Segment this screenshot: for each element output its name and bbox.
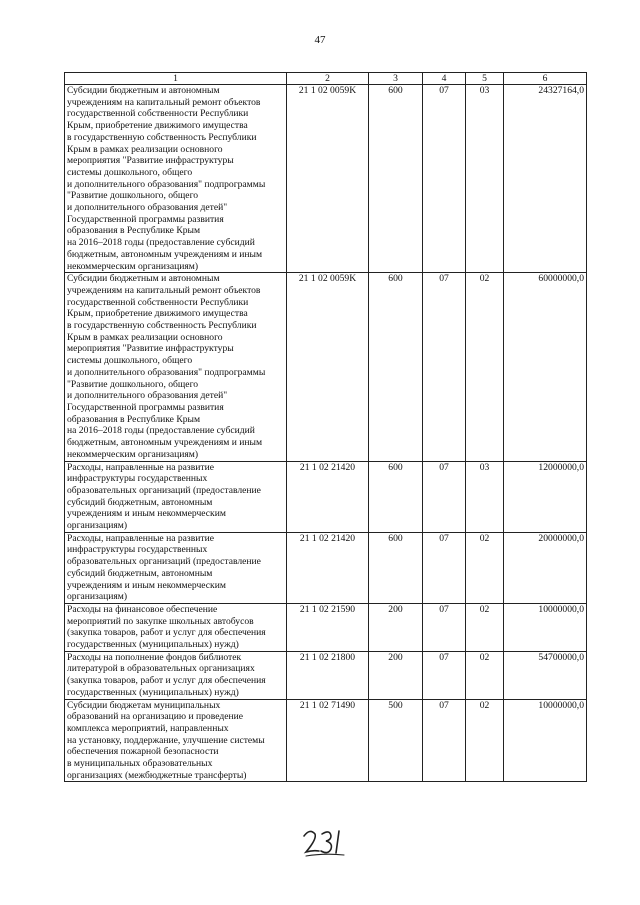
- row-col-3: 500: [369, 699, 423, 782]
- row-col-5: 03: [466, 461, 504, 532]
- header-col-5: 5: [466, 73, 504, 85]
- row-code: 21 1 02 0059K: [287, 273, 369, 461]
- row-description: Субсидии бюджетным и автономным учреждениям на капитальный ремонт объектов государственной собственности Республики Крым, приобретение движимого имущества в государственную собственность Республики Крым в рамках реализации основного мероприятия "Развитие инфраструктуры системы дошкольного, общего и дополнительного образования" подпрограммы "Развитие дошкольного, общего и дополнительного образования детей" Государственной программы развития образования в Республике Крым на 2016–2018 годы (предоставление субсидий бюджетным, автономным учреждениям и иным некоммерческим организациям): [65, 273, 287, 461]
- row-description: Расходы, направленные на развитие инфраструктуры государственных образовательных организаций (предоставление субсидий бюджетным, автономным учреждениям и иным некоммерческим организациям): [65, 532, 287, 603]
- row-col-3: 600: [369, 273, 423, 461]
- row-col-4: 07: [423, 699, 466, 782]
- row-description: Субсидии бюджетам муниципальных образований на организацию и проведение комплекса мероприятий, направленных на установку, поддержание, улучшение системы обеспечения пожарной безопасности в муниципальных образовательных организациях (межбюджетные трансферты): [65, 699, 287, 782]
- table-row: [65, 273, 587, 461]
- header-col-6: 6: [504, 73, 587, 85]
- header-col-2: 2: [287, 73, 369, 85]
- table-row: [65, 699, 587, 782]
- row-code: 21 1 02 21420: [287, 461, 369, 532]
- row-code: 21 1 02 0059K: [287, 85, 369, 273]
- row-col-3: 200: [369, 603, 423, 651]
- row-col-4: 07: [423, 603, 466, 651]
- table-row: [65, 85, 587, 273]
- row-col-3: 600: [369, 85, 423, 273]
- row-amount: 54700000,0: [504, 651, 587, 699]
- header-row: [65, 73, 587, 85]
- row-col-4: 07: [423, 461, 466, 532]
- table-row: [65, 461, 587, 532]
- budget-table: [64, 72, 587, 782]
- row-code: 21 1 02 21800: [287, 651, 369, 699]
- row-amount: 20000000,0: [504, 532, 587, 603]
- table-row: [65, 651, 587, 699]
- row-col-3: 600: [369, 532, 423, 603]
- row-col-3: 200: [369, 651, 423, 699]
- row-col-5: 02: [466, 603, 504, 651]
- row-description: Расходы на финансовое обеспечение мероприятий по закупке школьных автобусов (закупка товаров, работ и услуг для обеспечения государственных (муниципальных) нужд): [65, 603, 287, 651]
- row-col-4: 07: [423, 651, 466, 699]
- header-col-3: 3: [369, 73, 423, 85]
- table-row: [65, 532, 587, 603]
- row-col-4: 07: [423, 273, 466, 461]
- handwritten-page-number: [300, 826, 348, 858]
- row-description: Расходы, направленные на развитие инфраструктуры государственных образовательных организаций (предоставление субсидий бюджетным, автономным учреждениям и иным некоммерческим организациям): [65, 461, 287, 532]
- row-col-3: 600: [369, 461, 423, 532]
- row-amount: 24327164,0: [504, 85, 587, 273]
- page-number: 47: [314, 34, 326, 46]
- row-amount: 60000000,0: [504, 273, 587, 461]
- row-description: Расходы на пополнение фондов библиотек литературой в образовательных организациях (закупка товаров, работ и услуг для обеспечения государственных (муниципальных) нужд): [65, 651, 287, 699]
- row-col-5: 02: [466, 699, 504, 782]
- row-code: 21 1 02 21590: [287, 603, 369, 651]
- row-col-5: 02: [466, 273, 504, 461]
- row-amount: 12000000,0: [504, 461, 587, 532]
- row-col-5: 02: [466, 532, 504, 603]
- row-code: 21 1 02 21420: [287, 532, 369, 603]
- row-amount: 10000000,0: [504, 699, 587, 782]
- row-col-5: 02: [466, 651, 504, 699]
- row-col-4: 07: [423, 532, 466, 603]
- row-amount: 10000000,0: [504, 603, 587, 651]
- header-col-4: 4: [423, 73, 466, 85]
- row-col-4: 07: [423, 85, 466, 273]
- row-code: 21 1 02 71490: [287, 699, 369, 782]
- row-col-5: 03: [466, 85, 504, 273]
- table-row: [65, 603, 587, 651]
- row-description: Субсидии бюджетным и автономным учреждениям на капитальный ремонт объектов государственной собственности Республики Крым, приобретение движимого имущества в государственную собственность Республики Крым в рамках реализации основного мероприятия "Развитие инфраструктуры системы дошкольного, общего и дополнительного образования" подпрограммы "Развитие дошкольного, общего и дополнительного образования детей" Государственной программы развития образования в Республике Крым на 2016–2018 годы (предоставление субсидий бюджетным, автономным учреждениям и иным некоммерческим организациям): [65, 85, 287, 273]
- header-col-1: 1: [65, 73, 287, 85]
